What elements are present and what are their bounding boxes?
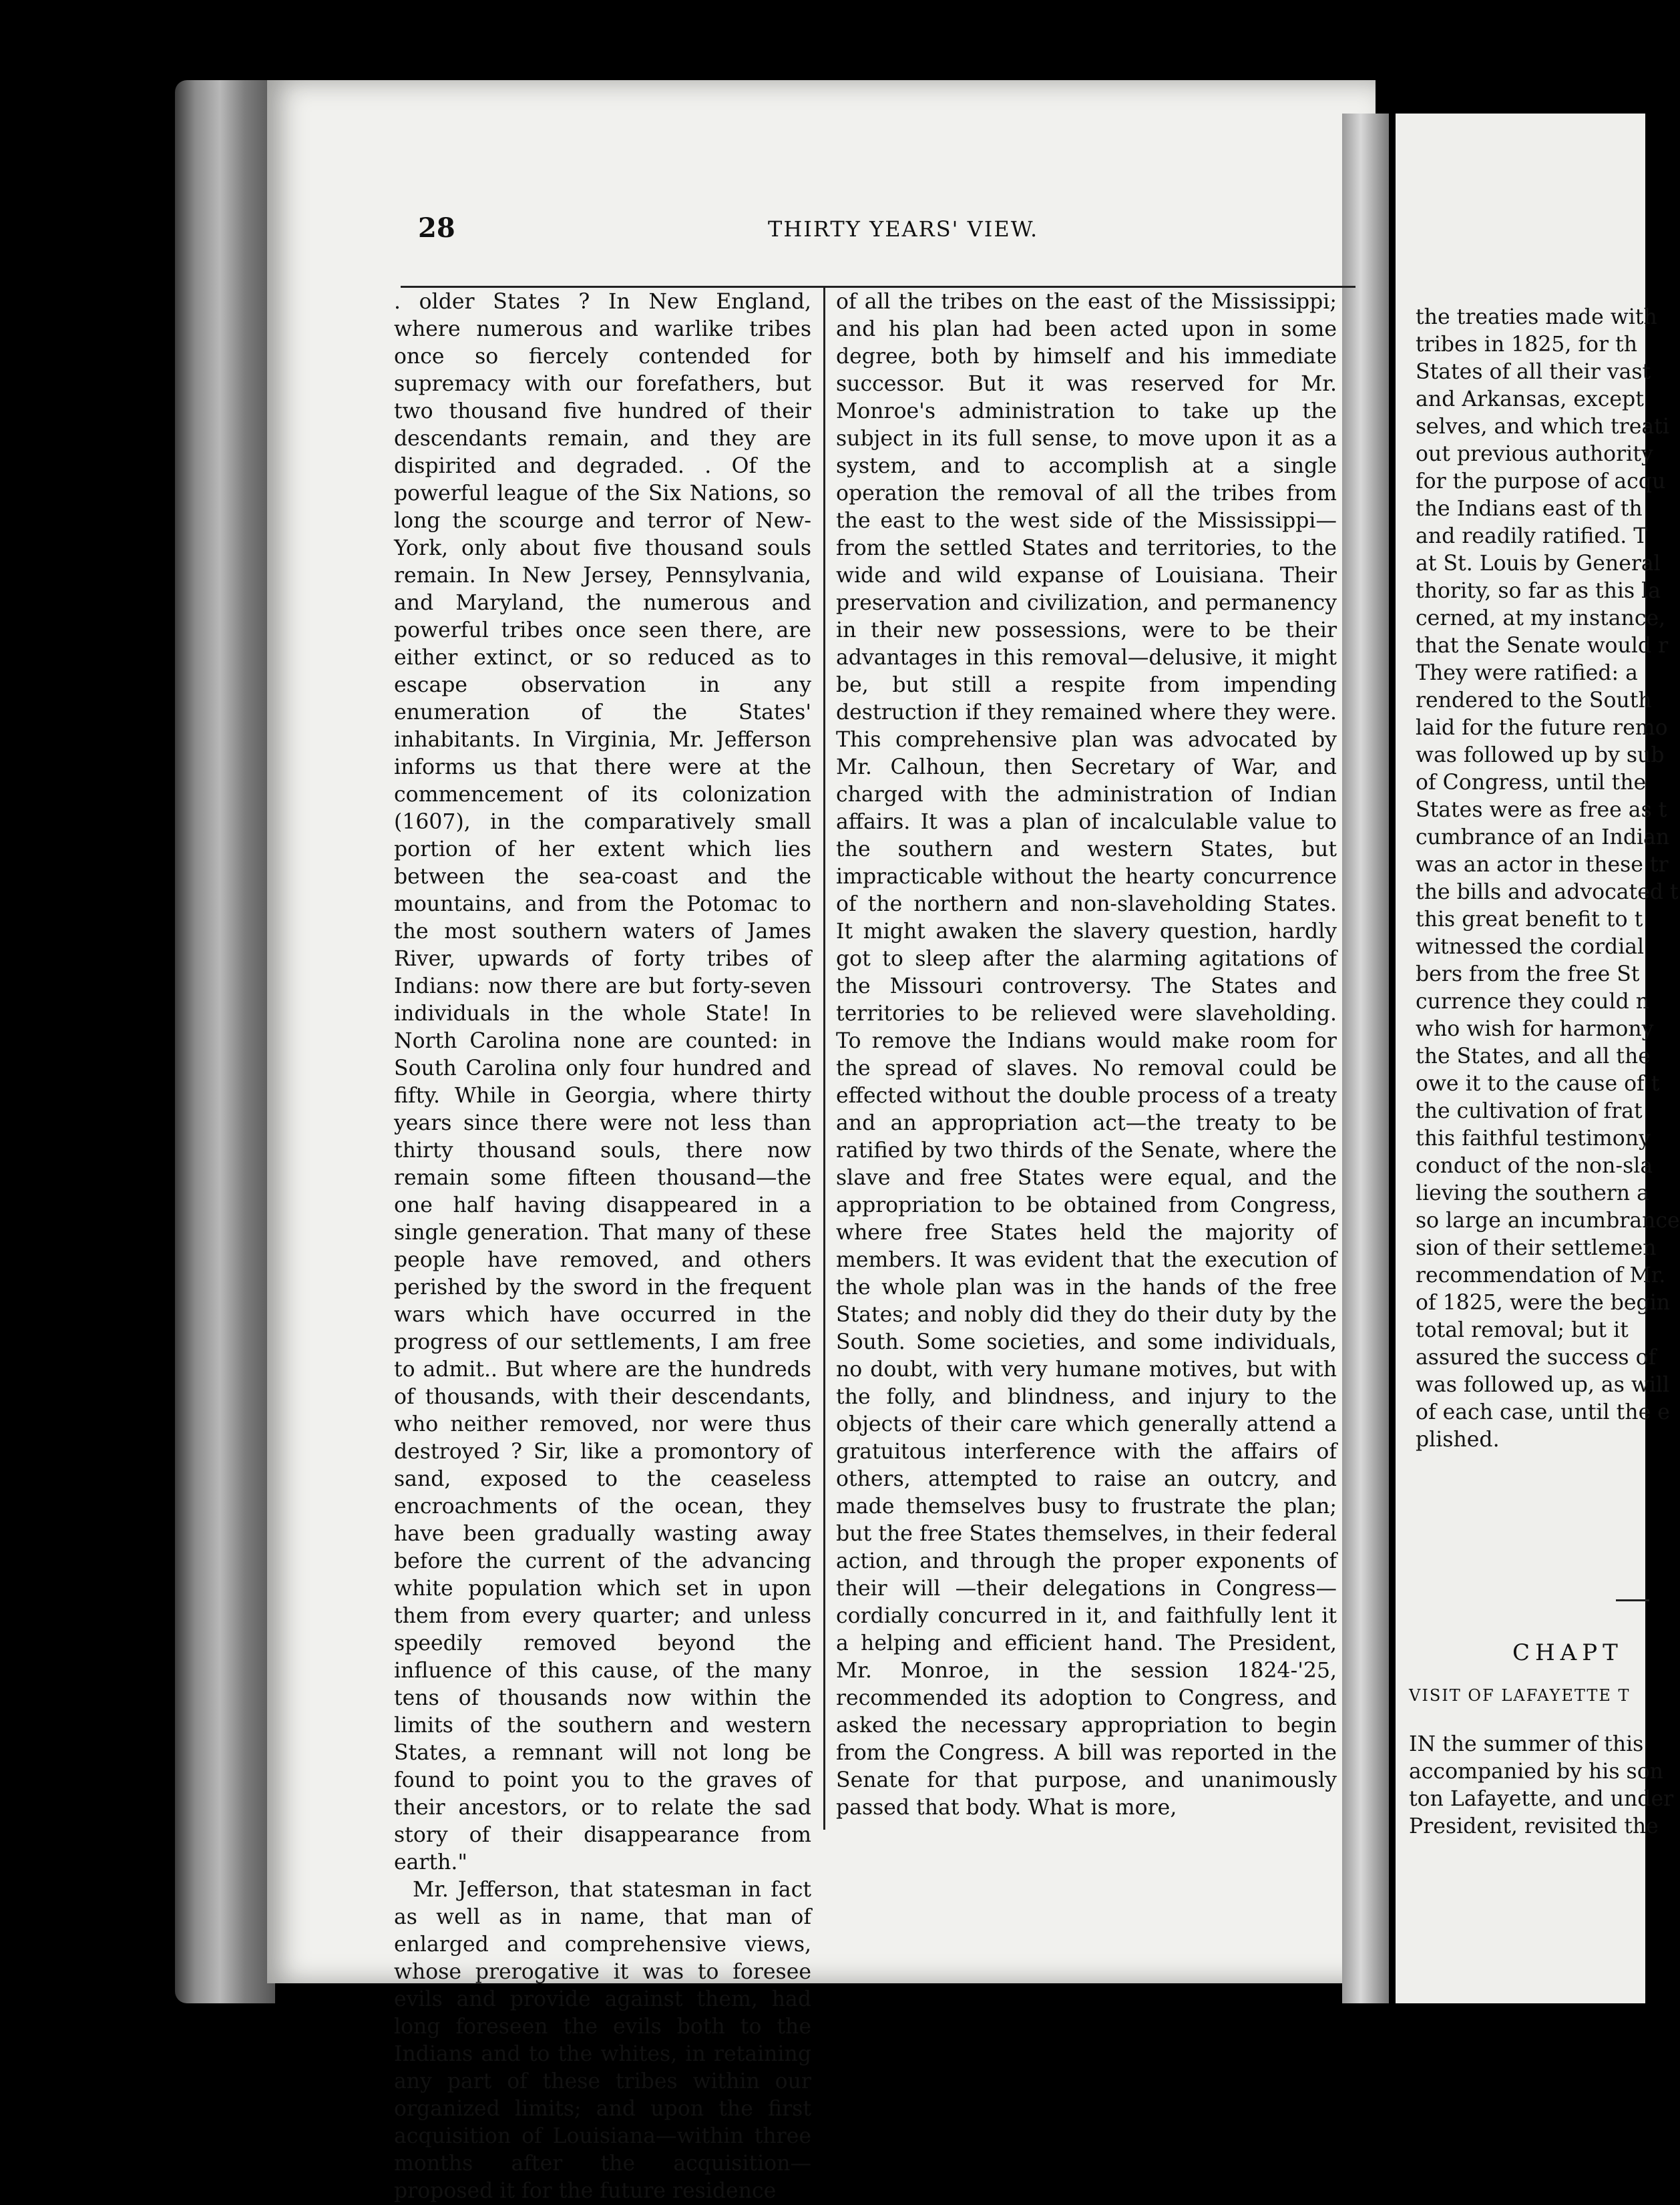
text-line: accompanied by his son — [1409, 1760, 1663, 1784]
text-line: and readily ratified. T — [1416, 524, 1648, 548]
text-line: so large an incumbrance — [1416, 1209, 1680, 1233]
text-line: laid for the future remo — [1416, 716, 1668, 740]
chapter-title: CHAPT — [1512, 1639, 1623, 1666]
text-line: was followed up by sub — [1416, 743, 1665, 767]
text-line: at St. Louis by General — [1416, 552, 1661, 576]
text-line: sion of their settlemen — [1416, 1236, 1657, 1260]
text-line: the treaties made with — [1416, 305, 1657, 329]
text-line: rendered to the South — [1416, 688, 1652, 713]
text-line: that the Senate would r — [1416, 634, 1669, 658]
text-line: owe it to the cause of t — [1416, 1072, 1660, 1096]
text-line: States of all their vast — [1416, 360, 1651, 384]
text-line: cerned, at my instance, — [1416, 606, 1666, 630]
text-line: plished. — [1416, 1428, 1500, 1452]
text-line: of 1825, were the begin — [1416, 1291, 1671, 1315]
text-line: They were ratified: a — [1416, 661, 1638, 685]
chapter-opening-text — [1409, 1731, 1674, 1840]
chapter-subtitle: VISIT OF LAFAYETTE T — [1409, 1686, 1631, 1705]
text-line: the Indians east of th — [1416, 497, 1643, 521]
text-line: who wish for harmony — [1416, 1017, 1654, 1041]
book-spine-edge — [175, 80, 275, 2003]
page-number: 28 — [418, 212, 455, 244]
text-line: selves, and which treati — [1416, 415, 1669, 439]
page-gutter-fold — [1342, 114, 1389, 2003]
text-line: the bills and advocated t — [1416, 880, 1679, 904]
text-line: total removal; but it — [1416, 1318, 1629, 1342]
section-rule — [1616, 1599, 1649, 1601]
text-line: was an actor in these tr — [1416, 853, 1669, 877]
text-line: recommendation of Mr. — [1416, 1263, 1666, 1287]
text-line: the cultivation of frat — [1416, 1099, 1643, 1123]
text-column-middle — [836, 288, 1337, 1838]
text-line: thority, so far as this la — [1416, 579, 1661, 603]
text-line: for the purpose of acqu — [1416, 469, 1666, 493]
paragraph: of all the tribes on the east of the Mississippi; and his plan had been acted upon in some degree, both by himself and his immediate successor. But it was reserved for Mr. Monroe's administration to take up the subject in its full sense, to move upon it as a system, and to accomplish at a single operation the removal of all the tribes from the east to the west side of the Mississippi—from the settled States and territories, to the wide and wild expanse of Louisiana. Their preservation and civilization, and permanency in their new possessions, were to be their advantages in this removal—delusive, it might be, but still a respite from impending destruction if they remained where they were. This comprehensive plan was advocated by Mr. Calhoun, then Secretary of War, and charged with the administration of Indian affairs. It was a plan of incalculable value to the southern and western States, but impracticable without the hearty concurrence of the northern and non-slaveholding States. It might awaken the slavery question, hardly got to sleep after the alarming agitations of the Missouri controversy. The States and territories to be relieved were slaveholding. To remove the Indians would make room for the spread of slaves. No removal could be effected without the double process of a treaty and an appropriation act—the treaty to be ratified by two thirds of the Senate, where the slave and free States were equal, and the appropriation to be obtained from Congress, where free States held the majority of members. It was evident that the execution of the whole plan was in the hands of the free States; and nobly did they do their duty by the South. Some societies, and some individuals, no doubt, with very humane motives, but with the folly, and blindness, and injury to the objects of their care which generally attend a gratuitous interference with the affairs of others, attempted to raise an outcry, and made themselves busy to frustrate the plan; but the free States themselves, in their federal action, and through the proper exponents of their will —their delegations in Congress—cordially concurred in it, and faithfully lent it a helping and efficient hand. The President, Mr. Monroe, in the session 1824-'25, recommended its adoption to Congress, and asked the necessary appropriation to begin from the Congress. A bill was reported in the Senate for that purpose, and unanimously passed that body. What is more, — [836, 290, 1337, 1820]
text-line: cumbrance of an Indian — [1416, 825, 1670, 849]
text-line: currence they could n — [1416, 990, 1650, 1014]
text-line: President, revisited the — [1409, 1814, 1659, 1838]
running-head: THIRTY YEARS' VIEW. — [768, 216, 1039, 242]
text-line: IN the summer of this — [1409, 1732, 1644, 1756]
text-line: this faithful testimony — [1416, 1127, 1651, 1151]
text-line: out previous authority — [1416, 442, 1653, 466]
paragraph: Mr. Jefferson, that statesman in fact as well as in name, that man of enlarged and comprehensive views, whose prerogative it was to foresee evils and provide against them, had long foreseen the evils both to the Indians and to the whites, in retaining any part of these tribes within our organized limits; and upon the first acquisition of Louisiana—within three months after the acquisition—proposed it for the future residence — [394, 1878, 811, 2203]
text-line: ton Lafayette, and under — [1409, 1787, 1674, 1811]
text-line: of each case, until the e — [1416, 1400, 1670, 1424]
text-line: conduct of the non-sla — [1416, 1154, 1653, 1178]
text-line: States were as free as t — [1416, 798, 1667, 822]
text-line: assured the success of — [1416, 1346, 1657, 1370]
text-line: of Congress, until the — [1416, 771, 1647, 795]
text-line: this great benefit to t — [1416, 908, 1643, 932]
paragraph: . older States ? In New England, where numerous and warlike tribes once so fiercely contended for supremacy with our forefathers, but two thousand five hundred of their descendants remain, and they are dispirited and degraded. . Of the powerful league of the Six Nations, so long the scourge and terror of New-York, only about five thousand souls remain. In New Jersey, Pennsylvania, and Maryland, the numerous and powerful tribes once seen there, are either extinct, or so reduced as to escape observation in any enumeration of the States' inhabitants. In Virginia, Mr. Jefferson informs us that there were at the commencement of its colonization (1607), in the comparatively small portion of her extent which lies between the sea-coast and the mountains, and from the Potomac to the most southern waters of James River, upwards of forty tribes of Indians: now there are but forty-seven individuals in the whole State! In North Carolina none are counted: in South Carolina only four hundred and fifty. While in Georgia, where thirty years since there were not less than thirty thousand souls, there now remain some fifteen thousand—the one half having disappeared in a single generation. That many of these people have removed, and others perished by the sword in the frequent wars which have occurred in the progress of our settlements, I am free to admit.. But where are the hundreds of thousands, with their descendants, who neither removed, nor were thus destroyed ? Sir, like a promontory of sand, exposed to the ceaseless encroachments of the ocean, they have been gradually wasting away before the current of the advancing white population which set in upon them from every quarter; and unless speedily removed beyond the influence of this cause, of the many tens of thousands now within the limits of the southern and western States, a remnant will not long be found to point you to the graves of their ancestors, or to relate the sad story of their disappearance from earth." — [394, 290, 811, 1874]
text-column-left — [394, 288, 811, 2203]
text-line: witnessed the cordial — [1416, 935, 1645, 959]
text-line: bers from the free St — [1416, 962, 1640, 986]
text-line: and Arkansas, except — [1416, 387, 1644, 411]
text-line: tribes in 1825, for th — [1416, 333, 1637, 357]
text-column-right-partial — [1416, 304, 1680, 1454]
page-header — [0, 212, 1376, 252]
header-rule — [401, 286, 1355, 288]
text-line: was followed up, as will — [1416, 1373, 1670, 1397]
text-line: lieving the southern a — [1416, 1181, 1649, 1205]
text-line: the States, and all the — [1416, 1044, 1651, 1068]
column-divider — [823, 287, 825, 1830]
